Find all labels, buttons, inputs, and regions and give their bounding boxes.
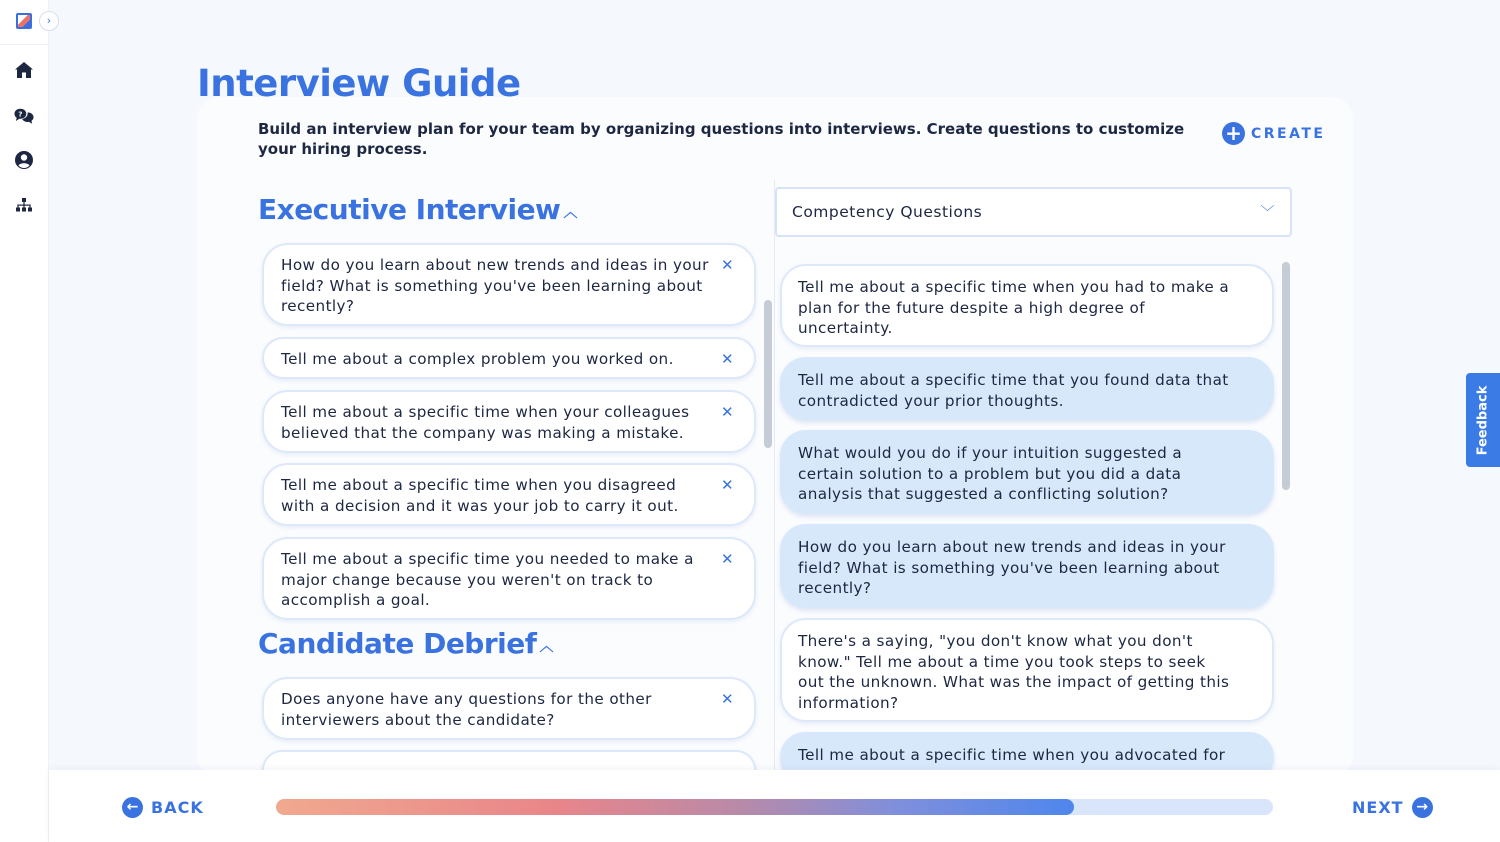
page-intro: Build an interview plan for your team by organizing questions into interviews. Create questions to customize your hiring process. — [258, 120, 1185, 158]
question-text: Tell me about a complex problem you worked on. — [281, 350, 674, 368]
question-text: Tell me about a specific time when you advocated for — [798, 746, 1226, 764]
bank-question-card-selected[interactable] — [780, 357, 1274, 420]
create-label: CREATE — [1251, 125, 1326, 142]
remove-icon[interactable]: ✕ — [721, 403, 734, 421]
question-text: Tell me about a specific time when your colleagues believed that the company was making a mistake. — [281, 403, 690, 442]
question-text: There's a saying, "you don't know what you don't know." Tell me about a time you took steps to seek out the unknown. What was the impact of getting this information? — [798, 632, 1230, 712]
progress-bar — [276, 799, 1273, 815]
bank-question-card[interactable] — [780, 264, 1274, 347]
chevron-right-icon[interactable]: › — [39, 11, 59, 31]
section-title-candidate-debrief[interactable] — [258, 627, 553, 660]
back-label: BACK — [151, 798, 204, 817]
question-category-select[interactable] — [775, 187, 1292, 237]
user-icon[interactable] — [14, 150, 34, 170]
bank-question-card[interactable] — [780, 618, 1274, 722]
sidebar — [0, 0, 49, 842]
feedback-tab[interactable] — [1466, 373, 1500, 467]
column-divider — [774, 180, 775, 770]
question-text: Does anyone have any questions for the other interviewers about the candidate? — [281, 690, 652, 729]
section-title-label: Executive Interview — [258, 193, 561, 226]
chat-bubbles-icon[interactable] — [14, 106, 34, 126]
interview-question-card[interactable] — [262, 337, 756, 379]
remove-icon[interactable]: ✕ — [721, 550, 734, 568]
section-title-executive-interview[interactable] — [258, 193, 577, 226]
home-icon[interactable] — [14, 60, 34, 80]
section-title-label: Candidate Debrief — [258, 627, 537, 660]
chevron-up-icon[interactable]: ︿ — [563, 205, 577, 221]
remove-icon[interactable]: ✕ — [721, 690, 734, 708]
create-button[interactable] — [1222, 122, 1325, 145]
interview-question-card[interactable] — [262, 463, 756, 526]
sidebar-divider — [0, 44, 49, 45]
question-text: Tell me about a specific time that you found data that contradicted your prior thoughts. — [798, 371, 1229, 410]
interview-question-card[interactable] — [262, 390, 756, 453]
remove-icon[interactable]: ✕ — [721, 476, 734, 494]
right-scrollbar[interactable] — [1282, 262, 1290, 490]
question-text: What would you do if your intuition suggested a certain solution to a problem but you did a data analysis that suggested a conflicting solution? — [798, 444, 1183, 503]
interview-question-card[interactable] — [262, 243, 756, 326]
plus-icon: + — [1222, 122, 1245, 145]
arrow-right-icon: → — [1412, 797, 1433, 818]
question-text: Tell me about a specific time when you had to make a plan for the future despite a high degree of uncertainty. — [798, 278, 1230, 337]
chevron-down-icon: ﹀ — [1260, 205, 1275, 221]
remove-icon[interactable]: ✕ — [721, 256, 734, 274]
app-logo[interactable] — [16, 13, 32, 29]
remove-icon[interactable]: ✕ — [721, 350, 734, 368]
back-button[interactable] — [122, 797, 204, 818]
left-scrollbar[interactable] — [764, 300, 772, 448]
next-button[interactable] — [1352, 797, 1433, 818]
question-text: Tell me about a specific time when you disagreed with a decision and it was your job to carry it out. — [281, 476, 679, 515]
chevron-up-icon[interactable]: ︿ — [539, 639, 553, 655]
bank-question-card-selected[interactable] — [780, 430, 1274, 514]
next-label: NEXT — [1352, 798, 1404, 817]
question-category-value: Competency Questions — [792, 203, 983, 221]
progress-fill — [276, 799, 1074, 815]
question-text: How do you learn about new trends and ideas in your field? What is something you've been learning about recently? — [281, 256, 709, 315]
svg-text:?: ? — [18, 109, 23, 119]
feedback-label: Feedback — [1475, 385, 1491, 455]
interview-question-card[interactable] — [262, 677, 756, 740]
arrow-left-icon: ← — [122, 797, 143, 818]
interview-question-card[interactable] — [262, 537, 756, 620]
page-title: Interview Guide — [197, 62, 521, 105]
question-text: Tell me about a specific time you needed to make a major change because you weren't on track to accomplish a goal. — [281, 550, 694, 609]
bank-question-card-selected[interactable] — [780, 524, 1274, 608]
question-text: How do you learn about new trends and ideas in your field? What is something you've been learning about recently? — [798, 538, 1226, 597]
org-chart-icon[interactable] — [14, 195, 34, 215]
